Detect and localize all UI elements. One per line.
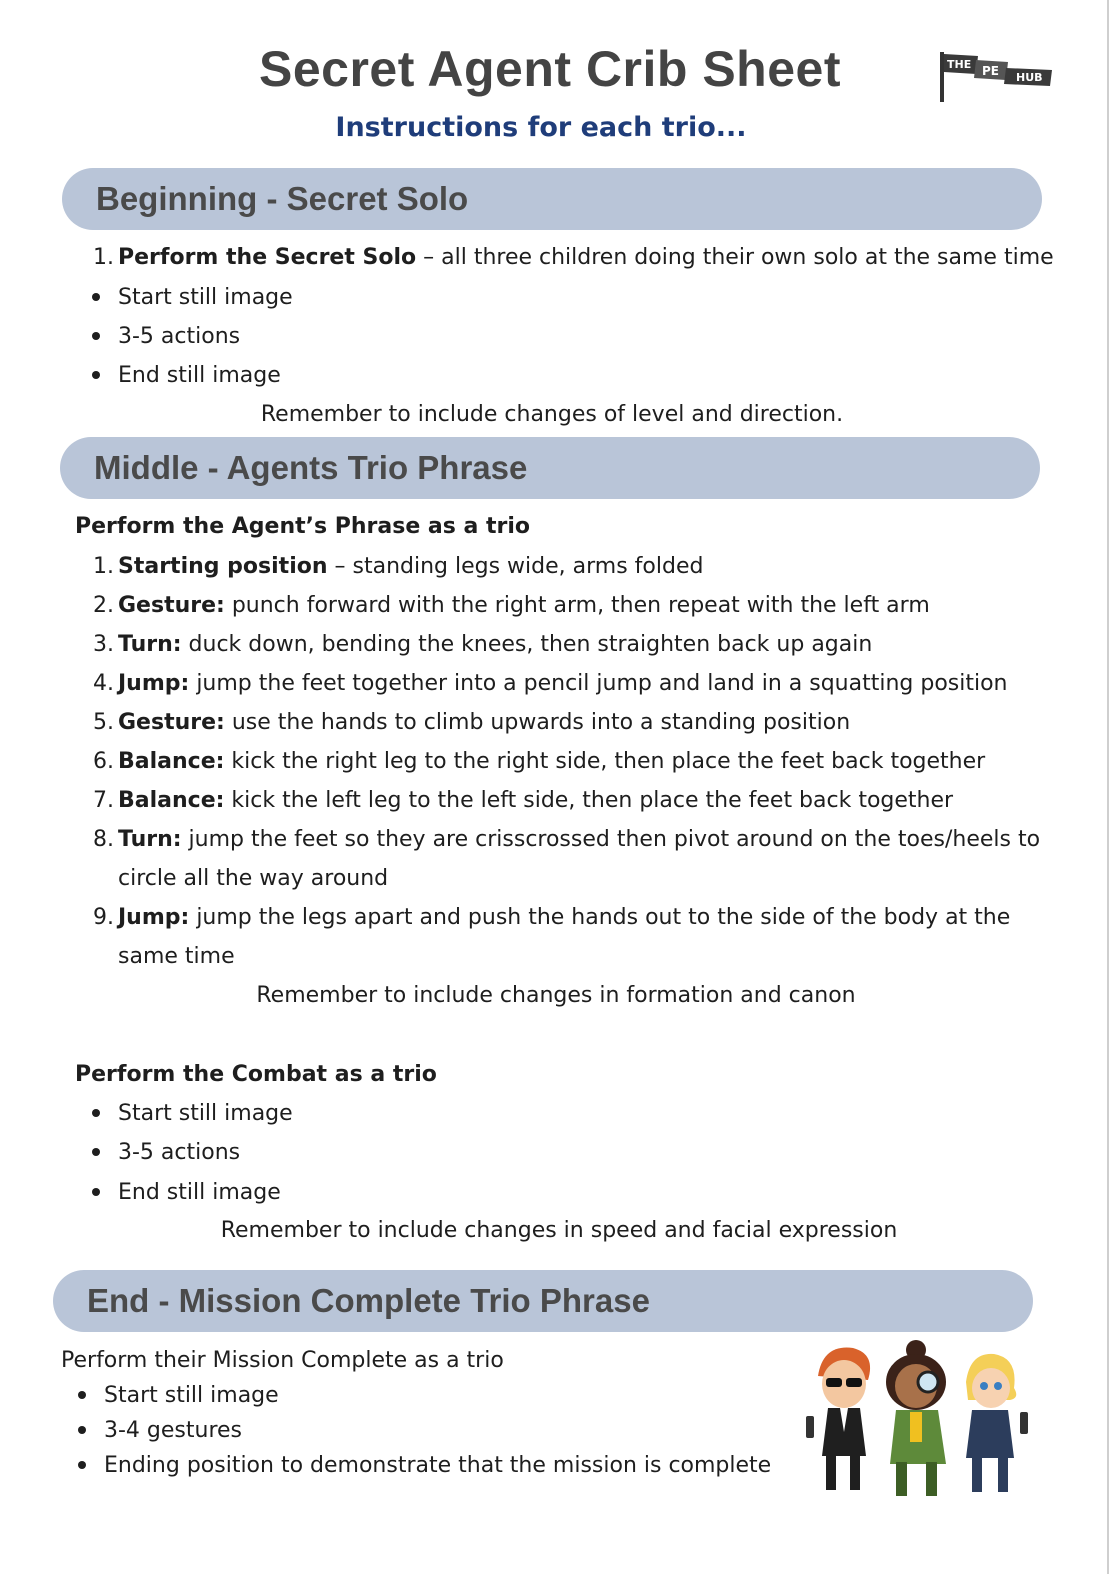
step-number: 1. xyxy=(93,245,114,270)
list-item: End still image xyxy=(118,1180,281,1205)
list-item-continuation: circle all the way around xyxy=(118,866,389,891)
list-item: 3-4 gestures xyxy=(104,1418,243,1443)
step-text: – all three children doing their own solo at the same time xyxy=(416,245,1054,270)
list-item: Ending position to demonstrate that the mission is complete xyxy=(104,1453,772,1478)
agent-blonde-figure xyxy=(966,1354,1028,1492)
bullet-dot xyxy=(78,1391,86,1399)
bullet-dot xyxy=(92,1188,100,1196)
end-intro: Perform their Mission Complete as a trio xyxy=(61,1348,504,1373)
bullet-dot xyxy=(92,332,100,340)
step-label: Perform the Secret Solo xyxy=(118,245,417,270)
list-item: Balance: kick the right leg to the right side, then place the feet back together xyxy=(118,749,986,774)
list-item: Start still image xyxy=(118,285,293,310)
bullet-dot xyxy=(92,1109,100,1117)
list-item: Jump: jump the legs apart and push the hands out to the side of the body at the xyxy=(118,905,1011,930)
list-item: Start still image xyxy=(104,1383,279,1408)
combat-heading: Perform the Combat as a trio xyxy=(75,1062,437,1087)
section-title-end: End - Mission Complete Trio Phrase xyxy=(87,1282,650,1319)
list-item: End still image xyxy=(118,363,281,388)
list-item: Gesture: punch forward with the right arm, then repeat with the left arm xyxy=(118,593,930,618)
svg-text:PE: PE xyxy=(982,64,999,78)
combat-reminder: Remember to include changes in speed and facial expression xyxy=(220,1218,898,1243)
section-banner-end xyxy=(53,1270,1033,1332)
list-item: 3-5 actions xyxy=(118,324,241,349)
list-item: Jump: jump the feet together into a pencil jump and land in a squatting position xyxy=(118,671,1008,696)
list-item: Start still image xyxy=(118,1101,293,1126)
svg-text:HUB: HUB xyxy=(1016,71,1043,84)
list-item: Balance: kick the left leg to the left side, then place the feet back together xyxy=(118,788,954,813)
section-title-beginning: Beginning - Secret Solo xyxy=(96,180,469,217)
agent-girl-magnifier-figure xyxy=(886,1340,946,1496)
list-item: Starting position – standing legs wide, arms folded xyxy=(118,554,704,579)
list-item: Gesture: use the hands to climb upwards into a standing position xyxy=(118,710,851,735)
page-subtitle: Instructions for each trio... xyxy=(335,112,747,143)
bullet-dot xyxy=(78,1461,86,1469)
agent-boy-figure xyxy=(806,1348,870,1490)
pe-hub-logo xyxy=(938,50,1056,106)
list-item: 3-5 actions xyxy=(118,1140,241,1165)
bullet-dot xyxy=(78,1426,86,1434)
bullet-dot xyxy=(92,371,100,379)
phrase-heading: Perform the Agent’s Phrase as a trio xyxy=(75,514,531,539)
phrase-reminder: Remember to include changes in formation and canon xyxy=(256,983,856,1008)
bullet-dot xyxy=(92,1148,100,1156)
list-item: Turn: duck down, bending the knees, then straighten back up again xyxy=(118,632,873,657)
section-banner-beginning xyxy=(62,168,1042,230)
section-title-middle: Middle - Agents Trio Phrase xyxy=(94,449,528,486)
secret-agents-illustration xyxy=(798,1336,1038,1506)
beginning-reminder: Remember to include changes of level and direction. xyxy=(260,402,844,427)
page-edge-rule xyxy=(1107,0,1109,1574)
svg-text:THE: THE xyxy=(947,58,972,71)
section-banner-middle xyxy=(60,437,1040,499)
list-item-continuation: same time xyxy=(118,944,235,969)
bullet-dot xyxy=(92,293,100,301)
list-item: Turn: jump the feet so they are crisscrossed then pivot around on the toes/heels to xyxy=(118,827,1041,852)
page-title: Secret Agent Crib Sheet xyxy=(258,41,841,97)
